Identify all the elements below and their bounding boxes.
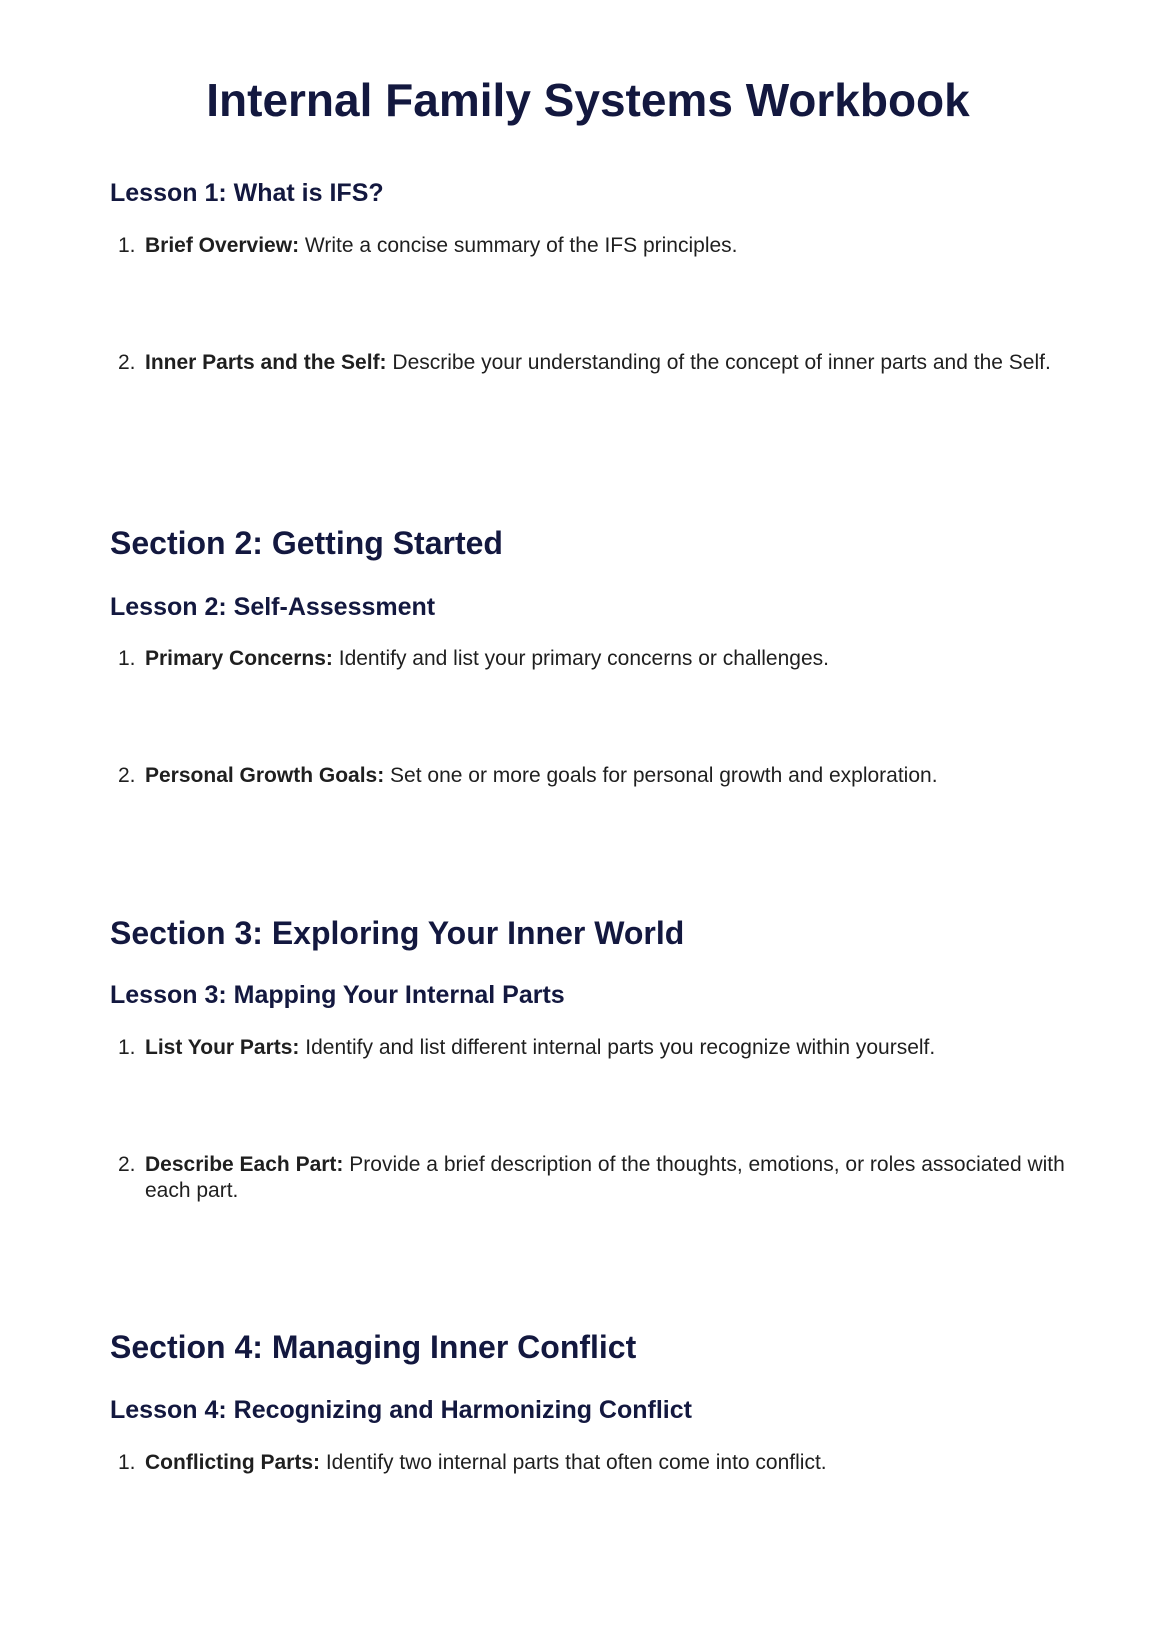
item-text: Describe your understanding of the concept of inner parts and the Self. (386, 351, 1051, 374)
item-label: Brief Overview: (145, 234, 300, 257)
lesson-2-item-1 (118, 646, 1078, 672)
lesson-3-item-2 (118, 1152, 1078, 1204)
item-number: 2. (118, 351, 136, 374)
document-title: Internal Family Systems Workbook (206, 74, 970, 126)
item-label: Personal Growth Goals: (145, 764, 385, 787)
item-number: 1. (118, 1036, 136, 1059)
item-label: Describe Each Part: (145, 1153, 344, 1176)
item-text: Identify and list your primary concerns or challenges. (332, 647, 829, 670)
item-label: Inner Parts and the Self: (145, 351, 387, 374)
item-text: Set one or more goals for personal growth and exploration. (384, 764, 938, 787)
lesson-1-item-2 (118, 350, 1078, 376)
lesson-1-item-1 (118, 233, 1078, 259)
lesson-4-item-1 (118, 1450, 1078, 1476)
section-4-title: Section 4: Managing Inner Conflict (110, 1329, 637, 1365)
item-number: 1. (118, 1451, 136, 1474)
lesson-2-title: Lesson 2: Self-Assessment (110, 593, 436, 621)
section-2-title: Section 2: Getting Started (110, 525, 503, 561)
item-label: Conflicting Parts: (145, 1451, 321, 1474)
item-number: 1. (118, 234, 136, 257)
item-text: Identify and list different internal parts you recognize within yourself. (299, 1036, 936, 1059)
item-label: Primary Concerns: (145, 647, 333, 670)
item-label: List Your Parts: (145, 1036, 300, 1059)
item-number: 2. (118, 1153, 136, 1176)
lesson-3-title: Lesson 3: Mapping Your Internal Parts (110, 981, 565, 1009)
section-3-title: Section 3: Exploring Your Inner World (110, 915, 685, 951)
lesson-1-title: Lesson 1: What is IFS? (110, 179, 384, 207)
lesson-3-item-1 (118, 1035, 1078, 1061)
item-number: 2. (118, 764, 136, 787)
lesson-2-item-2 (118, 763, 1078, 789)
item-text: Identify two internal parts that often come into conflict. (320, 1451, 827, 1474)
item-text: Provide a brief description of the thoughts, emotions, or roles associated with each part. (145, 1153, 1065, 1202)
lesson-4-title: Lesson 4: Recognizing and Harmonizing Conflict (110, 1396, 692, 1424)
item-number: 1. (118, 647, 136, 670)
item-text: Write a concise summary of the IFS principles. (299, 234, 738, 257)
